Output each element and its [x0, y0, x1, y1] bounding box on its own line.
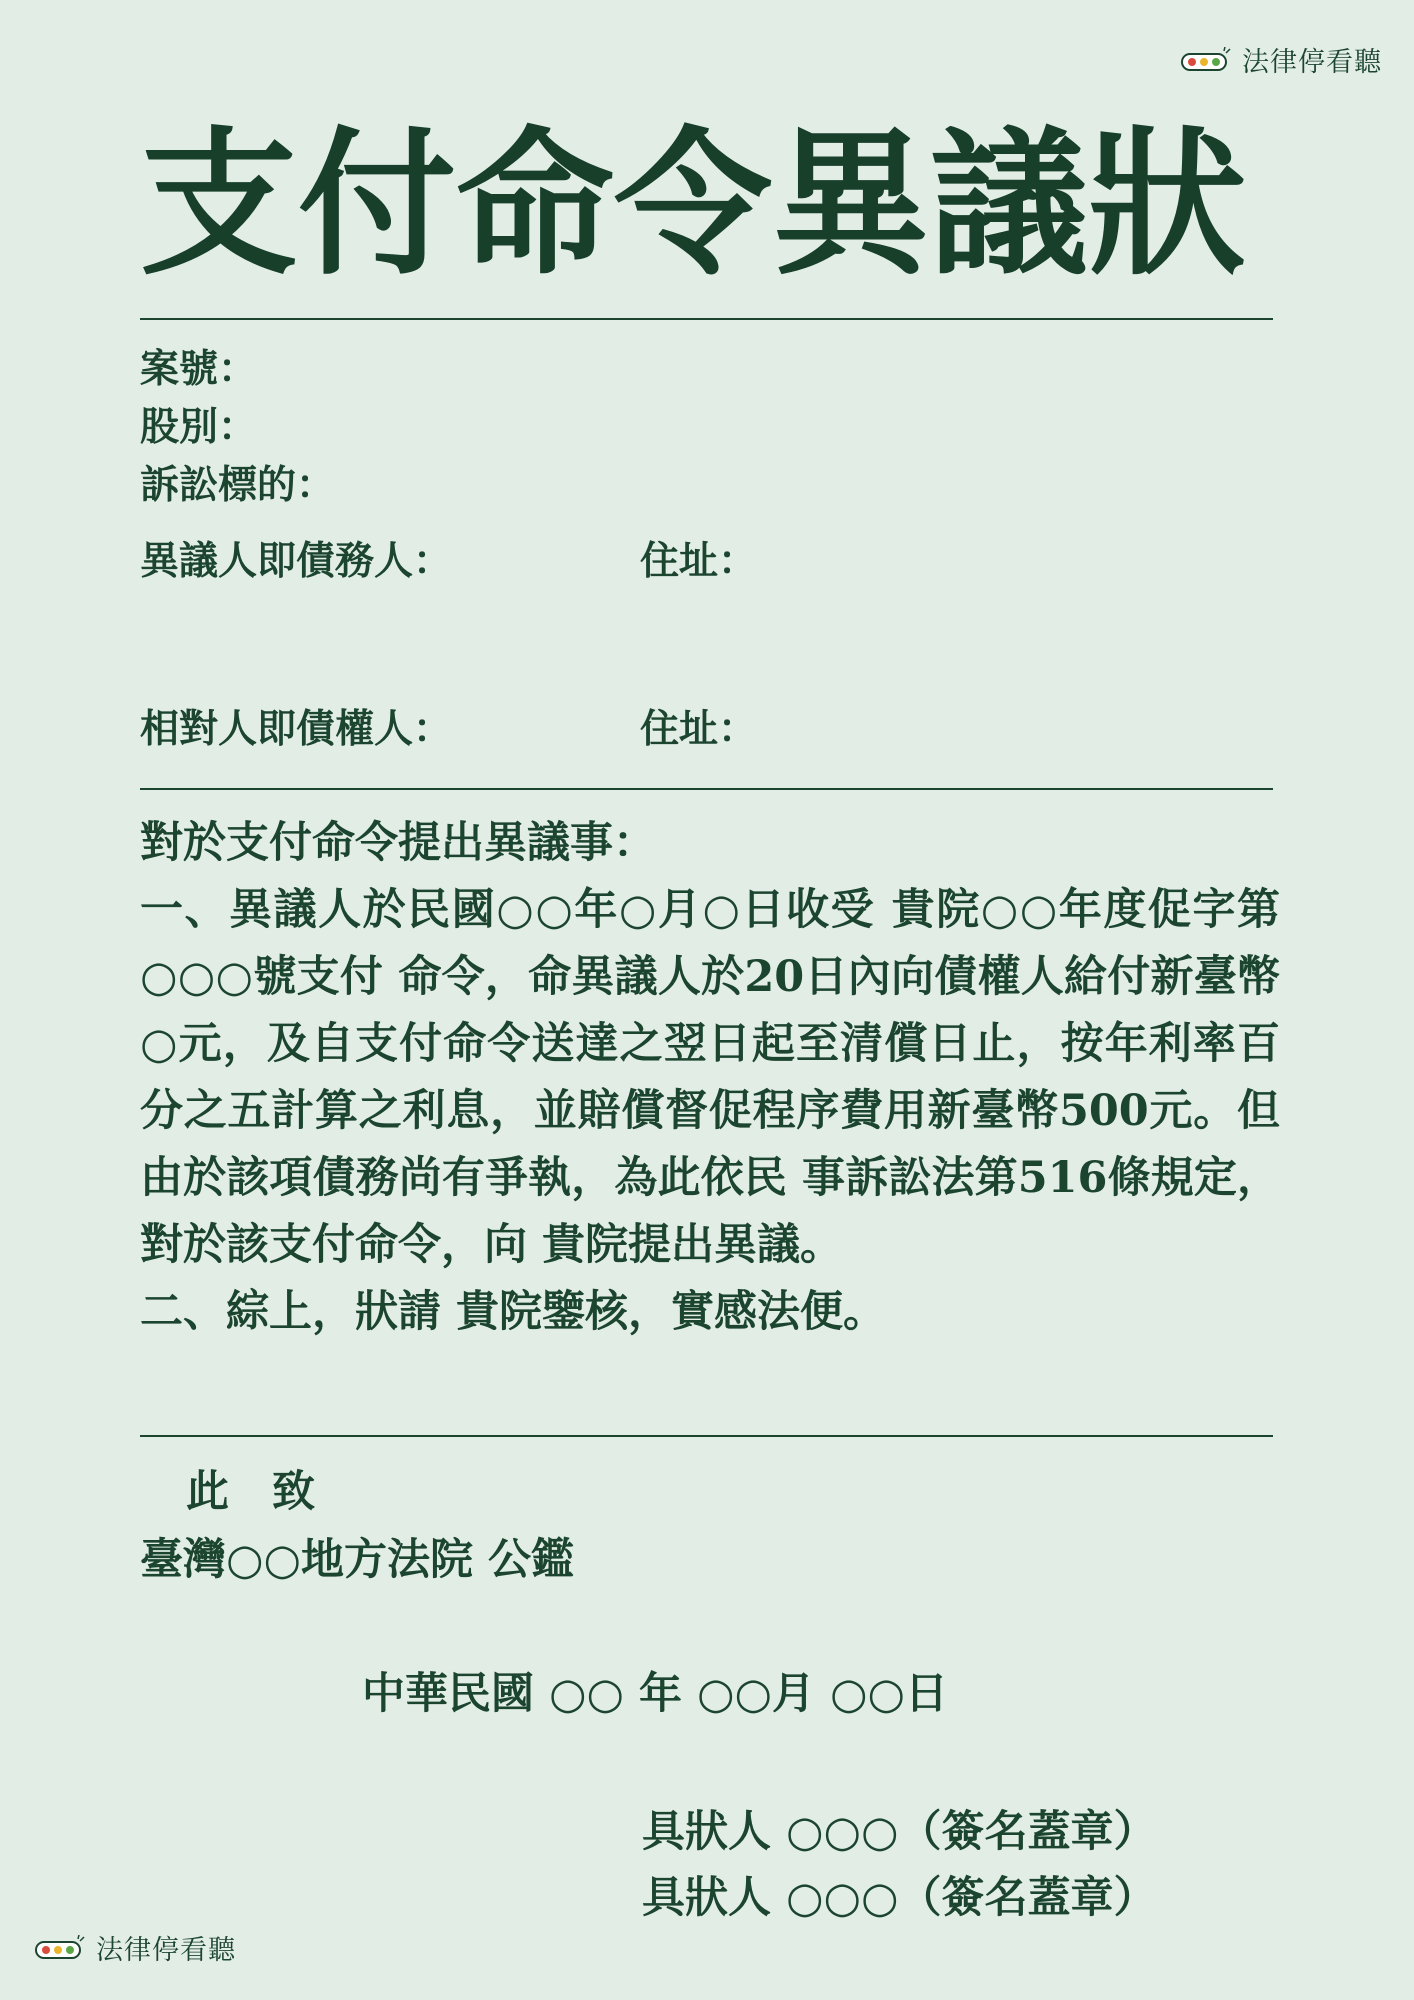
objection-body — [140, 810, 1280, 1346]
traffic-light-icon — [34, 1935, 86, 1961]
filing-date: 中華民國 ○○ 年 ○○月 ○○日 — [362, 1669, 949, 1719]
signer-1: 具狀人 ○○○（簽名蓋章） — [642, 1807, 1157, 1857]
respondent-address-label: 住址： — [640, 706, 758, 752]
subject-label: 訴訟標的： — [140, 462, 336, 508]
objection-paragraph-1: 一、異議人於民國○○年○月○日收受 貴院○○年度促字第○○○號支付 命令，命異議人於20日內向債權人給付新臺幣○元，及自支付命令送達之翌日起至清償日止，按年利率百分之五計算之利息，並賠償督促程序費用新臺幣500元。但由於該項債務尚有爭執，為此依民 事訴訟法第516條規定，對於該支付命令，向 貴院提出異議。 — [140, 885, 1280, 1270]
brand-name: 法律停看聽 — [96, 1935, 236, 1966]
divider-top — [140, 318, 1273, 320]
division-label: 股別： — [140, 404, 258, 450]
respondent-label: 相對人即債權人： — [140, 706, 453, 752]
document-title: 支付命令異議狀 — [140, 113, 1246, 297]
objector-label: 異議人即債務人： — [140, 538, 453, 584]
traffic-light-icon — [1180, 47, 1232, 73]
brand-logo-bottom — [34, 1928, 236, 1967]
brand-name: 法律停看聽 — [1242, 47, 1382, 78]
salutation: 此 致 — [186, 1467, 315, 1517]
objection-paragraph-2: 二、綜上，狀請 貴院鑒核，實感法便。 — [140, 1287, 886, 1337]
objector-address-label: 住址： — [640, 538, 758, 584]
objection-heading: 對於支付命令提出異議事： — [140, 818, 656, 868]
divider-bottom — [140, 1435, 1273, 1437]
signer-2: 具狀人 ○○○（簽名蓋章） — [642, 1873, 1157, 1923]
case-number-label: 案號： — [140, 346, 258, 392]
brand-logo-top — [1180, 40, 1382, 79]
divider-middle — [140, 788, 1273, 790]
court-name: 臺灣○○地方法院 公鑑 — [140, 1535, 575, 1585]
